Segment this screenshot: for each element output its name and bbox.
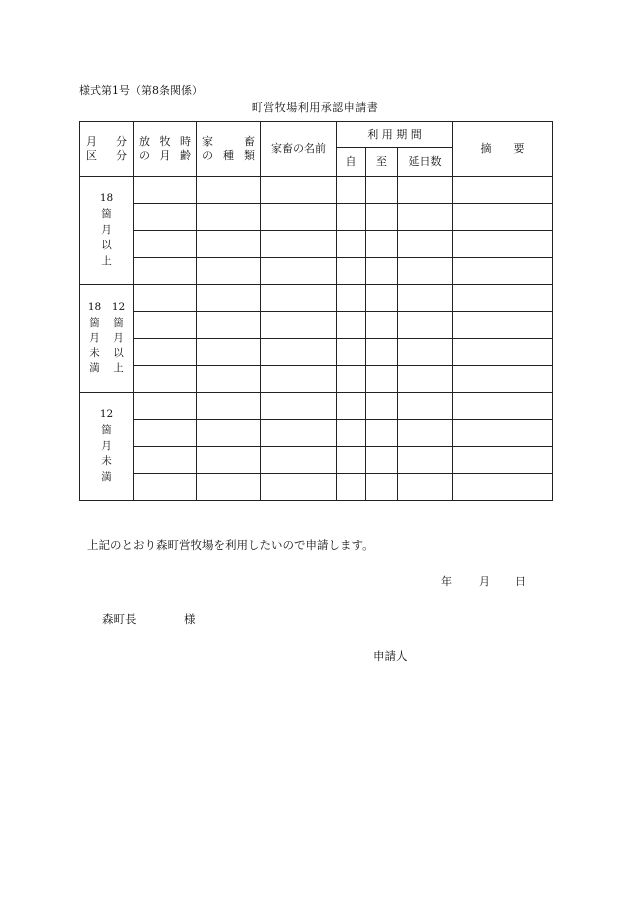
input-cell[interactable] bbox=[261, 312, 337, 339]
input-cell[interactable] bbox=[134, 447, 197, 474]
group-label-18-plus: 18 箇 月 以 上 bbox=[80, 177, 134, 285]
input-cell[interactable] bbox=[337, 474, 366, 501]
input-cell[interactable] bbox=[261, 177, 337, 204]
table-row bbox=[80, 177, 553, 204]
addressee-honorific: 様 bbox=[184, 612, 196, 626]
input-cell[interactable] bbox=[366, 177, 398, 204]
input-cell[interactable] bbox=[398, 420, 453, 447]
input-cell[interactable] bbox=[453, 393, 553, 420]
input-cell[interactable] bbox=[134, 474, 197, 501]
table-row bbox=[80, 312, 553, 339]
input-cell[interactable] bbox=[337, 258, 366, 285]
input-cell[interactable] bbox=[366, 366, 398, 393]
input-cell[interactable] bbox=[366, 285, 398, 312]
table-row bbox=[80, 447, 553, 474]
input-cell[interactable] bbox=[366, 339, 398, 366]
input-cell[interactable] bbox=[197, 312, 261, 339]
applicant-label: 申請人 bbox=[373, 649, 408, 663]
input-cell[interactable] bbox=[134, 339, 197, 366]
group-label-12-to-18: 18 箇 月 未 満 12 箇 月 以 上 bbox=[80, 285, 134, 393]
input-cell[interactable] bbox=[366, 204, 398, 231]
table-row bbox=[80, 366, 553, 393]
input-cell[interactable] bbox=[261, 204, 337, 231]
input-cell[interactable] bbox=[366, 231, 398, 258]
input-cell[interactable] bbox=[337, 204, 366, 231]
table-row bbox=[80, 420, 553, 447]
date-line bbox=[441, 573, 526, 589]
input-cell[interactable] bbox=[261, 393, 337, 420]
table-row bbox=[80, 285, 553, 312]
input-cell[interactable] bbox=[337, 447, 366, 474]
input-cell[interactable] bbox=[197, 285, 261, 312]
document-title: 町営牧場利用承認申請書 bbox=[251, 101, 379, 114]
input-cell[interactable] bbox=[453, 420, 553, 447]
input-cell[interactable] bbox=[197, 474, 261, 501]
input-cell[interactable] bbox=[134, 312, 197, 339]
group-label-under-12: 12 箇 月 未 満 bbox=[80, 393, 134, 501]
input-cell[interactable] bbox=[337, 312, 366, 339]
input-cell[interactable] bbox=[261, 285, 337, 312]
input-cell[interactable] bbox=[134, 285, 197, 312]
input-cell[interactable] bbox=[337, 231, 366, 258]
input-cell[interactable] bbox=[453, 204, 553, 231]
input-cell[interactable] bbox=[261, 231, 337, 258]
input-cell[interactable] bbox=[261, 339, 337, 366]
input-cell[interactable] bbox=[197, 204, 261, 231]
input-cell[interactable] bbox=[134, 366, 197, 393]
input-cell[interactable] bbox=[453, 447, 553, 474]
header-remarks: 摘 要 bbox=[453, 122, 553, 177]
header-usage-period: 利 用 期 間 bbox=[337, 122, 453, 148]
header-category: 月 分 区 分 bbox=[80, 122, 134, 177]
input-cell[interactable] bbox=[197, 447, 261, 474]
input-cell[interactable] bbox=[366, 447, 398, 474]
header-to: 至 bbox=[366, 148, 398, 177]
input-cell[interactable] bbox=[453, 285, 553, 312]
table-row bbox=[80, 339, 553, 366]
input-cell[interactable] bbox=[453, 177, 553, 204]
date-day-label: 日 bbox=[515, 575, 526, 588]
input-cell[interactable] bbox=[197, 393, 261, 420]
input-cell[interactable] bbox=[197, 366, 261, 393]
input-cell[interactable] bbox=[134, 177, 197, 204]
input-cell[interactable] bbox=[398, 366, 453, 393]
input-cell[interactable] bbox=[261, 258, 337, 285]
input-cell[interactable] bbox=[337, 285, 366, 312]
input-cell[interactable] bbox=[197, 420, 261, 447]
input-cell[interactable] bbox=[197, 177, 261, 204]
table-row bbox=[80, 258, 553, 285]
table-row bbox=[80, 231, 553, 258]
declaration-text: 上記のとおり森町営牧場を利用したいので申請します。 bbox=[87, 538, 374, 552]
input-cell[interactable] bbox=[366, 474, 398, 501]
input-cell[interactable] bbox=[398, 339, 453, 366]
input-cell[interactable] bbox=[337, 420, 366, 447]
input-cell[interactable] bbox=[398, 177, 453, 204]
input-cell[interactable] bbox=[134, 231, 197, 258]
input-cell[interactable] bbox=[366, 258, 398, 285]
input-cell[interactable] bbox=[366, 393, 398, 420]
input-cell[interactable] bbox=[398, 285, 453, 312]
input-cell[interactable] bbox=[366, 420, 398, 447]
input-cell[interactable] bbox=[398, 393, 453, 420]
table-row bbox=[80, 393, 553, 420]
input-cell[interactable] bbox=[398, 258, 453, 285]
input-cell[interactable] bbox=[197, 339, 261, 366]
input-cell[interactable] bbox=[398, 474, 453, 501]
input-cell[interactable] bbox=[337, 339, 366, 366]
date-month-label: 月 bbox=[479, 575, 490, 588]
input-cell[interactable] bbox=[261, 474, 337, 501]
header-livestock-name: 家畜の名前 bbox=[261, 122, 337, 177]
header-livestock-type: 家 畜 の 種 類 bbox=[197, 122, 261, 177]
table-row bbox=[80, 204, 553, 231]
header-from: 自 bbox=[337, 148, 366, 177]
input-cell[interactable] bbox=[197, 231, 261, 258]
input-cell[interactable] bbox=[398, 204, 453, 231]
input-cell[interactable] bbox=[134, 420, 197, 447]
input-cell[interactable] bbox=[366, 312, 398, 339]
input-cell[interactable] bbox=[398, 447, 453, 474]
form-number: 様式第1号（第8条関係） bbox=[79, 84, 203, 97]
input-cell[interactable] bbox=[453, 258, 553, 285]
input-cell[interactable] bbox=[453, 366, 553, 393]
input-cell[interactable] bbox=[261, 366, 337, 393]
input-cell[interactable] bbox=[261, 447, 337, 474]
input-cell[interactable] bbox=[337, 393, 366, 420]
input-cell[interactable] bbox=[453, 339, 553, 366]
input-cell[interactable] bbox=[134, 393, 197, 420]
input-cell[interactable] bbox=[337, 366, 366, 393]
input-cell[interactable] bbox=[453, 231, 553, 258]
table-row bbox=[80, 474, 553, 501]
input-cell[interactable] bbox=[261, 420, 337, 447]
input-cell[interactable] bbox=[134, 258, 197, 285]
header-total-days: 延日数 bbox=[398, 148, 453, 177]
input-cell[interactable] bbox=[398, 231, 453, 258]
date-year-label: 年 bbox=[441, 575, 452, 588]
input-cell[interactable] bbox=[197, 258, 261, 285]
addressee-name: 森町長 bbox=[102, 612, 137, 626]
input-cell[interactable] bbox=[453, 312, 553, 339]
application-table bbox=[79, 121, 553, 501]
input-cell[interactable] bbox=[337, 177, 366, 204]
input-cell[interactable] bbox=[134, 204, 197, 231]
input-cell[interactable] bbox=[398, 312, 453, 339]
input-cell[interactable] bbox=[453, 474, 553, 501]
header-grazing-age: 放 牧 時 の 月 齢 bbox=[134, 122, 197, 177]
